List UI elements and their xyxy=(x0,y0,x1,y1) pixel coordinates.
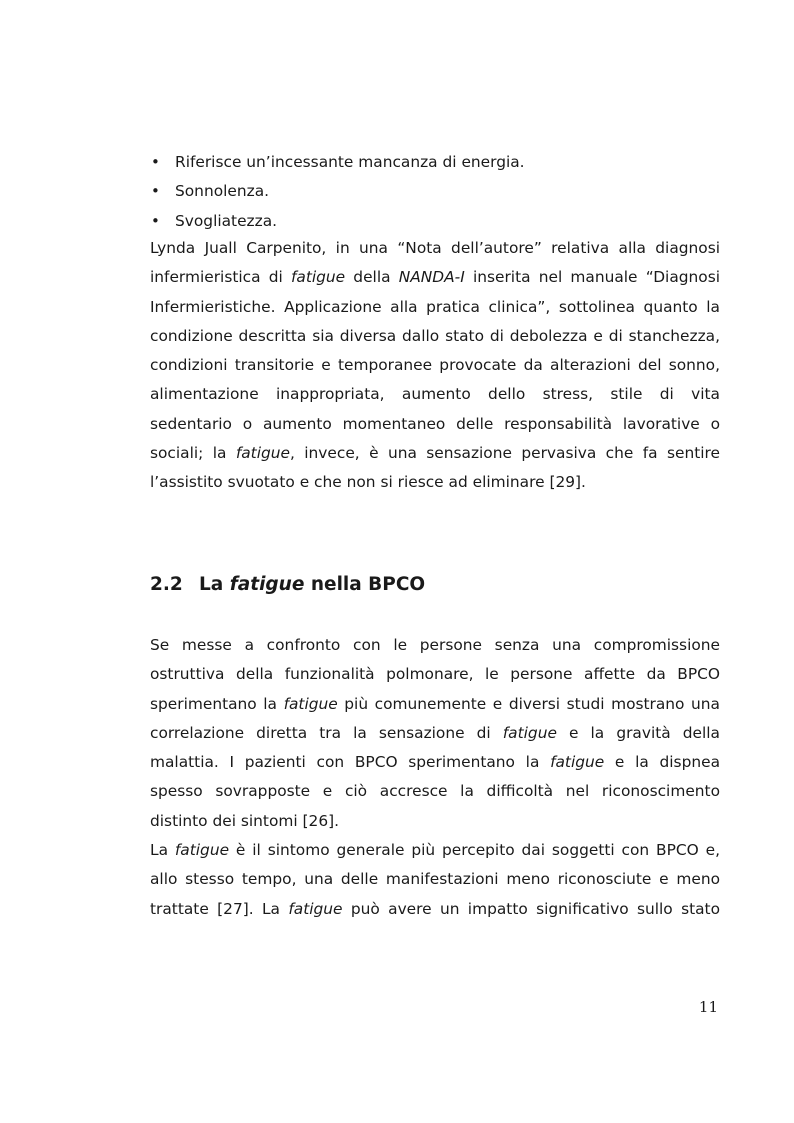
text-line: alimentazione inappropriata, aumento dello stress, stile di vita xyxy=(150,385,720,404)
text-line: distinto dei sintomi [26]. xyxy=(150,811,340,830)
italic-term: fatigue xyxy=(235,444,290,463)
text-line: condizione descritta sia diversa dallo stato di debolezza e di stanchezza, xyxy=(150,326,720,345)
symptom-paragraph xyxy=(150,836,720,924)
text-line: sperimentano la fatigue più comunemente e diversi studi mostrano una xyxy=(150,694,720,713)
text-line: malattia. I pazienti con BPCO sperimentano la fatigue e la dispnea xyxy=(150,753,720,772)
italic-term: fatigue xyxy=(229,574,305,595)
italic-term: fatigue xyxy=(283,694,338,713)
text-line: sedentario o aumento momentaneo delle responsabilità lavorative o xyxy=(150,414,720,433)
italic-term: fatigue xyxy=(290,268,346,287)
bpco-paragraph xyxy=(150,631,720,836)
page-number: 11 xyxy=(698,998,718,1016)
symptom-bullet-list xyxy=(150,148,720,236)
italic-term: fatigue xyxy=(550,753,605,772)
text-line: correlazione diretta tra la sensazione di fatigue e la gravità della xyxy=(150,723,720,742)
italic-term: fatigue xyxy=(174,841,230,859)
text-line: l’assistito svuotato e che non si riesce ad eliminare [29]. xyxy=(150,473,586,492)
text-line: sociali; la fatigue, invece, è una sensazione pervasiva che fa sentire xyxy=(150,444,720,463)
italic-term: fatigue xyxy=(502,723,557,742)
text-line: allo stesso tempo, una delle manifestazioni meno riconosciute e meno xyxy=(150,870,720,889)
text-line: ostruttiva della funzionalità polmonare, le persone affette da BPCO xyxy=(150,665,720,684)
section-heading: 2.2 La fatigue nella BPCO xyxy=(150,570,425,600)
bullet-item: • Riferisce un’incessante mancanza di energia. xyxy=(150,148,720,177)
text-line: infermieristica di fatigue della NANDA-I inserita nel manuale “Diagnosi xyxy=(150,268,720,287)
text-line: condizioni transitorie e temporanee provocate da alterazioni del sonno, xyxy=(150,356,720,375)
text-line: Lynda Juall Carpenito, in una “Nota dell’autore” relativa alla diagnosi xyxy=(150,239,720,257)
section-number: 2.2 xyxy=(150,574,183,595)
bullet-item: • Sonnolenza. xyxy=(150,177,720,206)
carpenito-paragraph xyxy=(150,234,720,498)
italic-term: fatigue xyxy=(288,899,343,918)
text-line: La fatigue è il sintomo generale più percepito dai soggetti con BPCO e, xyxy=(150,841,720,859)
italic-term: NANDA-I xyxy=(398,268,465,287)
text-line: trattate [27]. La fatigue può avere un impatto significativo sullo stato xyxy=(150,899,720,918)
text-line: Se messe a confronto con le persone senza una compromissione xyxy=(150,636,720,654)
text-line: spesso sovrapposte e ciò accresce la difficoltà nel riconoscimento xyxy=(150,782,720,801)
bullet-item: • Svogliatezza. xyxy=(150,207,720,236)
text-line: Infermieristiche. Applicazione alla pratica clinica”, sottolinea quanto la xyxy=(150,297,720,316)
